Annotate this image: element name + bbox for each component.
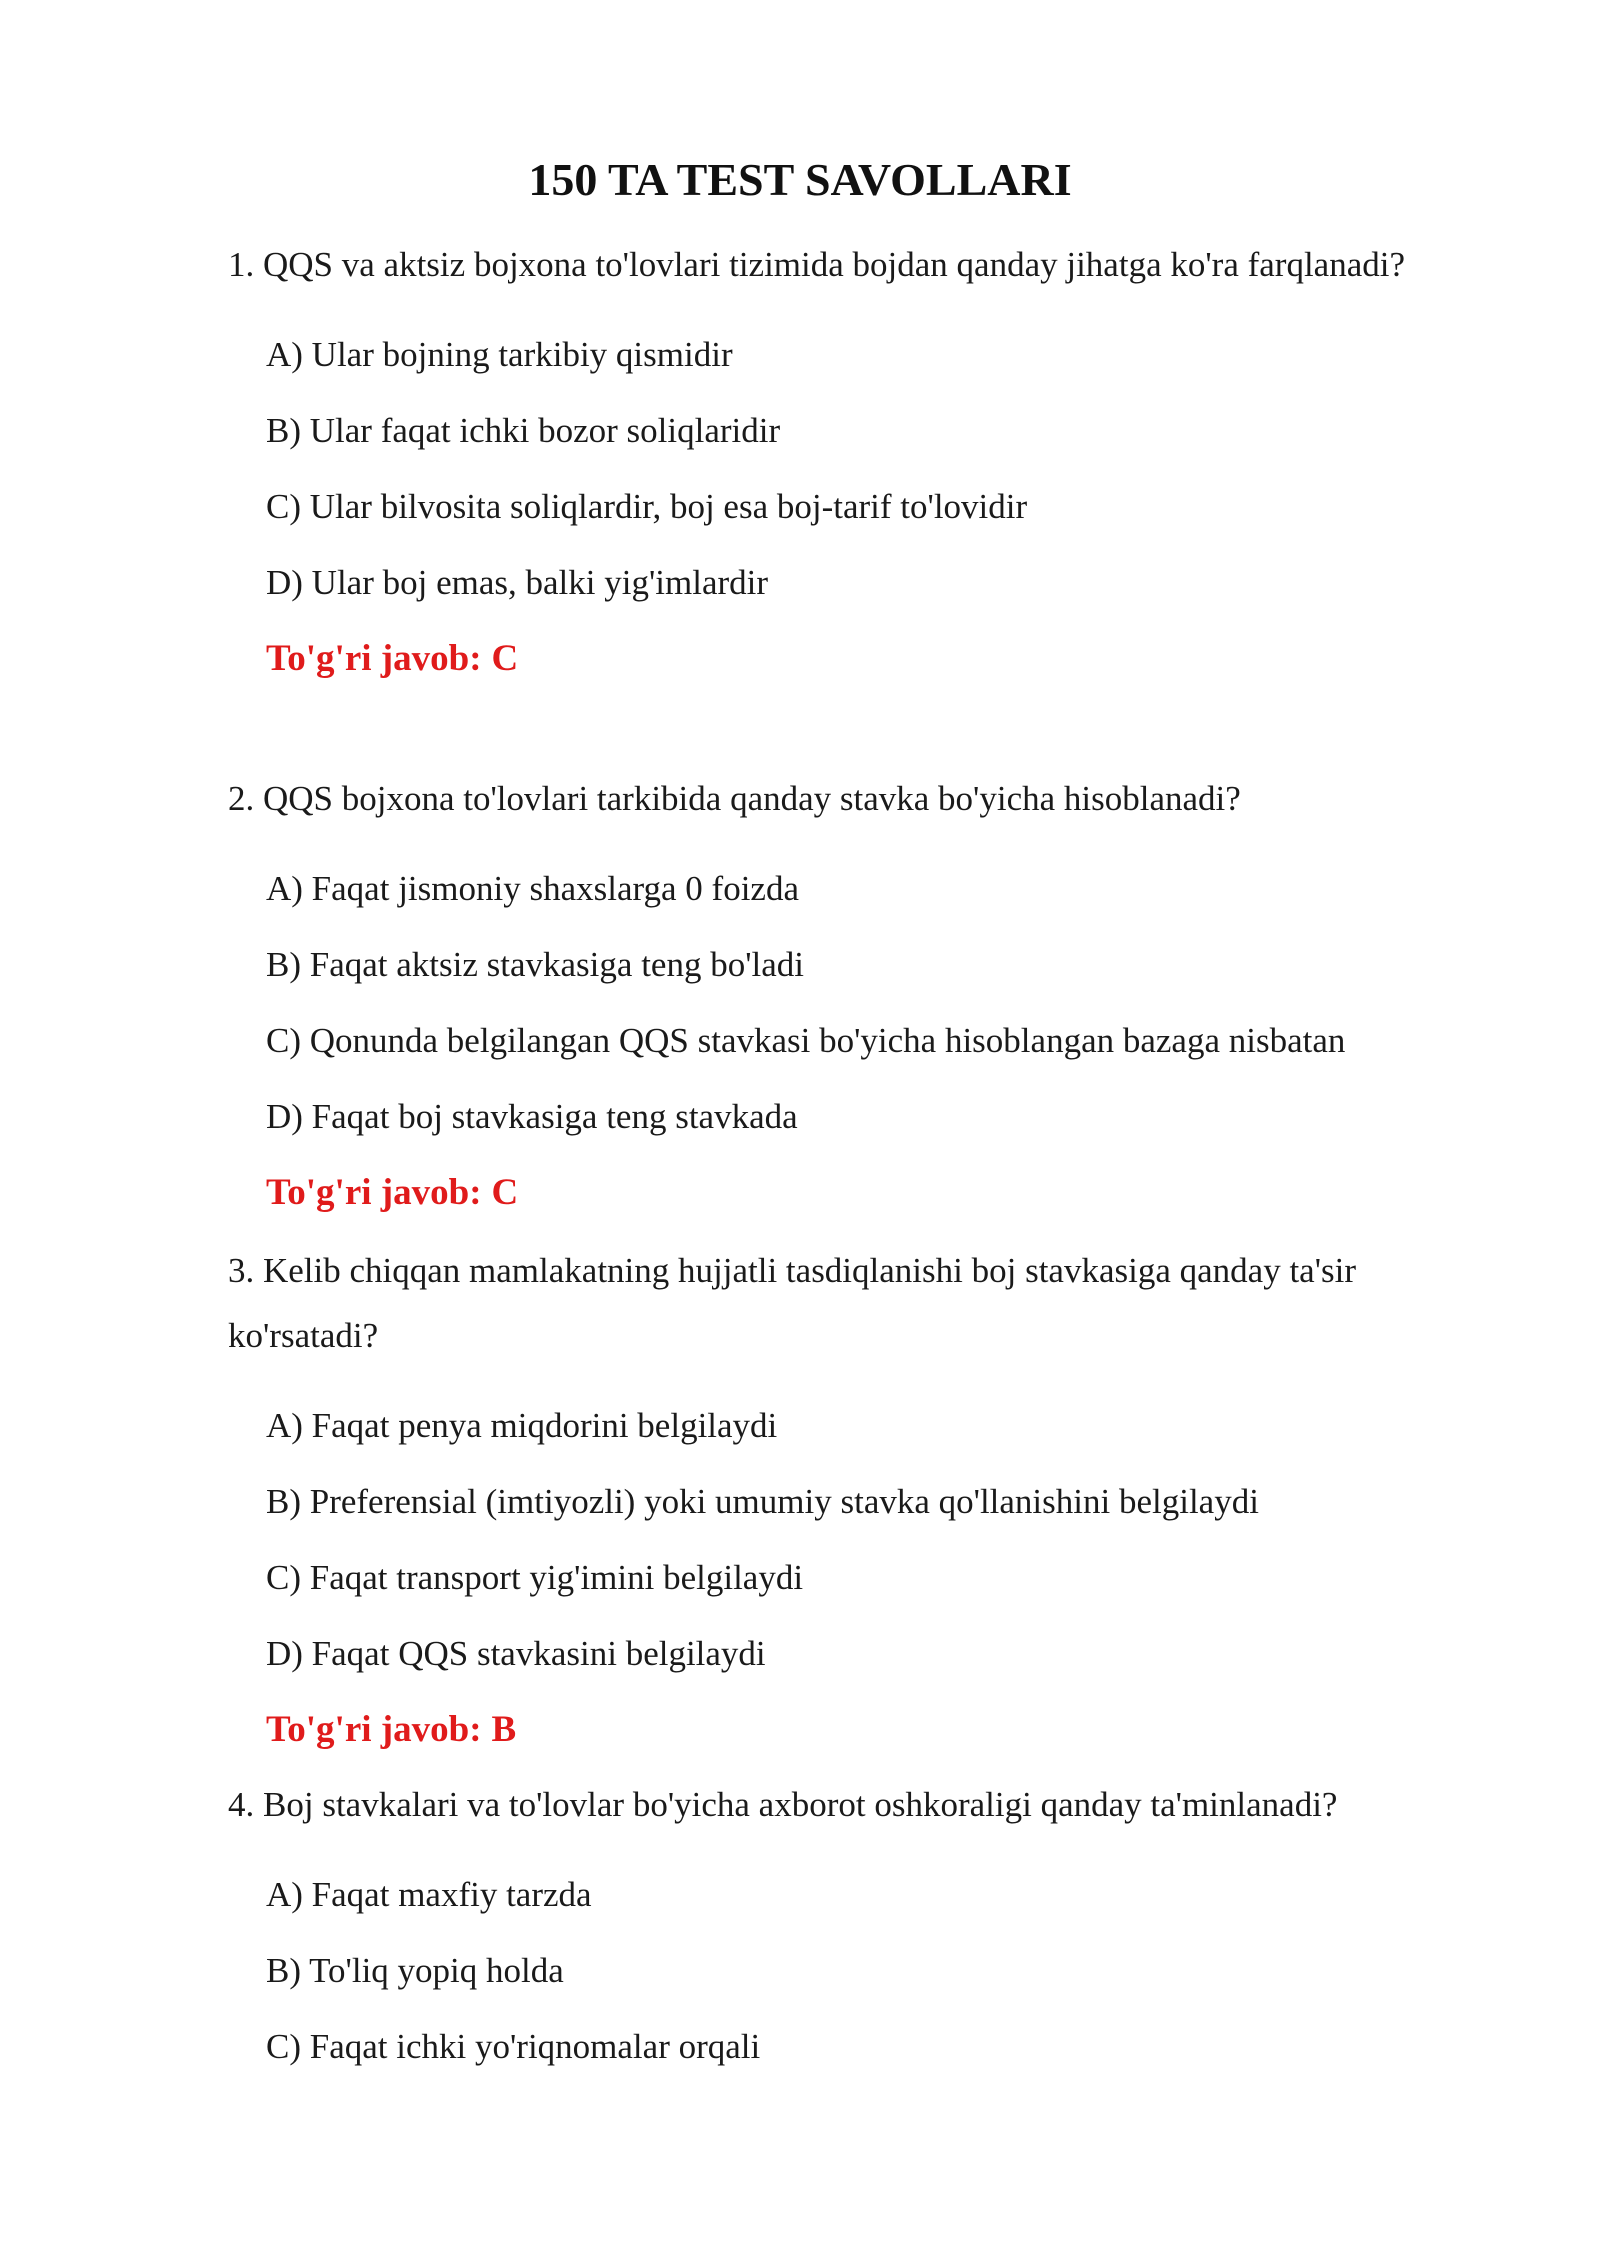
option-c: C) Ular bilvosita soliqlardir, boj esa boj-tarif to'lovidir xyxy=(266,487,1028,526)
answer-label: To'g'ri javob: xyxy=(266,638,482,679)
correct-answer xyxy=(266,621,1458,697)
option-b: B) To'liq yopiq holda xyxy=(266,1951,564,1990)
question-number: 2. xyxy=(228,779,255,818)
question-text xyxy=(228,766,1458,831)
question-text xyxy=(228,232,1458,297)
answer-label: To'g'ri javob: xyxy=(266,1172,482,1213)
option-d: D) Ular boj emas, balki yig'imlardir xyxy=(266,563,769,602)
question-1 xyxy=(228,232,1458,697)
answer-label: To'g'ri javob: xyxy=(266,1709,482,1750)
option-list xyxy=(266,317,1458,621)
option-c: C) Faqat transport yig'imini belgilaydi xyxy=(266,1558,804,1597)
answer-value: C xyxy=(491,1172,519,1213)
option-c: C) Qonunda belgilangan QQS stavkasi bo'yicha hisoblangan bazaga nisbatan xyxy=(266,1021,1346,1060)
correct-answer xyxy=(266,1155,1458,1231)
option-list xyxy=(266,851,1458,1155)
option-d: D) Faqat boj stavkasiga teng stavkada xyxy=(266,1097,798,1136)
question-body: QQS bojxona to'lovlari tarkibida qanday stavka bo'yicha hisoblanadi? xyxy=(263,779,1241,818)
answer-value: C xyxy=(491,638,519,679)
question-text xyxy=(228,1238,1458,1368)
question-body: Kelib chiqqan mamlakatning hujjatli tasdiqlanishi boj stavkasiga qanday ta'sir ko'rsatadi? xyxy=(228,1251,1357,1355)
question-number: 4. xyxy=(228,1785,255,1824)
option-d: D) Faqat QQS stavkasini belgilaydi xyxy=(266,1634,766,1673)
option-a: A) Faqat maxfiy tarzda xyxy=(266,1875,592,1914)
question-body: QQS va aktsiz bojxona to'lovlari tizimida bojdan qanday jihatga ko'ra farqlanadi? xyxy=(263,245,1405,284)
question-number: 3. xyxy=(228,1251,255,1290)
correct-answer xyxy=(266,1692,1458,1768)
option-c: C) Faqat ichki yo'riqnomalar orqali xyxy=(266,2027,761,2066)
option-a: A) Faqat penya miqdorini belgilaydi xyxy=(266,1406,778,1445)
answer-value: B xyxy=(491,1709,517,1750)
question-4 xyxy=(228,1772,1458,2085)
option-list xyxy=(266,1857,1458,2085)
option-b: B) Ular faqat ichki bozor soliqlaridir xyxy=(266,411,781,450)
option-a: A) Faqat jismoniy shaxslarga 0 foizda xyxy=(266,869,799,908)
question-body: Boj stavkalari va to'lovlar bo'yicha axborot oshkoraligi qanday ta'minlanadi? xyxy=(263,1785,1338,1824)
option-b: B) Faqat aktsiz stavkasiga teng bo'ladi xyxy=(266,945,804,984)
question-text xyxy=(228,1772,1458,1837)
question-2 xyxy=(228,766,1458,1231)
option-list xyxy=(266,1388,1458,1692)
question-number: 1. xyxy=(228,245,255,284)
question-3 xyxy=(228,1238,1458,1768)
option-b: B) Preferensial (imtiyozli) yoki umumiy stavka qo'llanishini belgilaydi xyxy=(266,1482,1259,1521)
page-title: 150 TA TEST SAVOLLARI xyxy=(528,154,1072,205)
option-a: A) Ular bojning tarkibiy qismidir xyxy=(266,335,733,374)
